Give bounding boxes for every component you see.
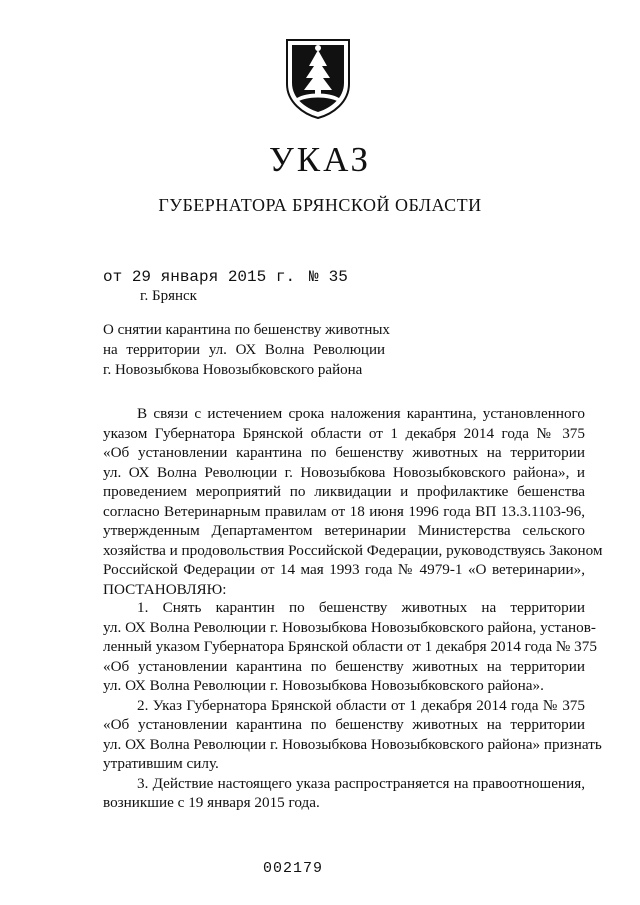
date-value: 29 января 2015 г. — [131, 268, 296, 286]
item-2-line: ул. ОХ Волна Революции г. Новозыбкова Новозыбковского района» признать — [103, 735, 602, 753]
decree-subject — [103, 320, 390, 380]
item-1-line: «Об установлении карантина по бешенству животных на территории — [103, 657, 585, 675]
bryansk-coat-of-arms-icon — [283, 36, 353, 120]
paragraph-line: указом Губернатора Брянской области от 1 декабря 2014 года № 375 — [103, 424, 585, 442]
decree-items — [103, 598, 602, 813]
item-3-line: возникшие с 19 января 2015 года. — [103, 794, 320, 811]
item-1-line: 1. Снять карантин по бешенству животных на территории — [137, 599, 585, 616]
preamble-paragraph — [103, 404, 603, 599]
paragraph-line: хозяйства и продовольствия Российской Федерации, руководствуясь Законом — [103, 541, 603, 559]
decree-keyword: ПОСТАНОВЛЯЮ: — [103, 580, 227, 598]
subject-line: О снятии карантина по бешенству животных — [103, 322, 390, 338]
paragraph-line: проведением мероприятий по ликвидации и профилактике бешенства — [103, 483, 585, 500]
item-2-line: 2. Указ Губернатора Брянской области от 1 декабря 2014 года № 375 — [137, 696, 585, 714]
document-subtitle: ГУБЕРНАТОРА БРЯНСКОЙ ОБЛАСТИ — [158, 195, 482, 215]
item-3-line: 3. Действие настоящего указа распространяется на правоотношения, — [137, 774, 585, 792]
document-title: УКАЗ — [268, 140, 372, 179]
paragraph-line: ул. ОХ Волна Революции г. Новозыбкова Новозыбковского района», и — [103, 463, 585, 481]
item-2-line: утратившим силу. — [103, 755, 219, 772]
paragraph-line: утвержденным Департаментом ветеринарии Министерства сельского — [103, 522, 585, 539]
paragraph-line: Российской Федерации от 14 мая 1993 года № 4979-1 «О ветеринарии», — [103, 561, 585, 578]
item-1-line: ул. ОХ Волна Революции г. Новозыбкова Новозыбковского района». — [103, 677, 544, 694]
subject-line: на территории ул. ОХ Волна Революции — [103, 342, 385, 358]
city-name: г. Брянск — [140, 288, 197, 304]
item-1-line: ленный указом Губернатора Брянской области от 1 декабря 2014 года № 375 — [103, 638, 597, 655]
date-label: от — [103, 268, 123, 286]
item-2-line: «Об установлении карантина по бешенству животных на территории — [103, 716, 585, 733]
item-1-line: ул. ОХ Волна Революции г. Новозыбкова Новозыбковского района, установ- — [103, 618, 596, 636]
paragraph-line: согласно Ветеринарным правилам от 18 июня 1996 года ВП 13.3.1103-96, — [103, 502, 585, 520]
number-value: 35 — [328, 268, 348, 286]
paragraph-line: В связи с истечением срока наложения карантина, установленного — [137, 405, 585, 422]
serial-number: 002179 — [263, 860, 324, 877]
number-label: № — [309, 268, 319, 286]
subject-line: г. Новозыбкова Новозыбковского района — [103, 362, 363, 378]
paragraph-line: «Об установлении карантина по бешенству животных на территории — [103, 444, 585, 461]
date-number-line — [103, 268, 348, 286]
